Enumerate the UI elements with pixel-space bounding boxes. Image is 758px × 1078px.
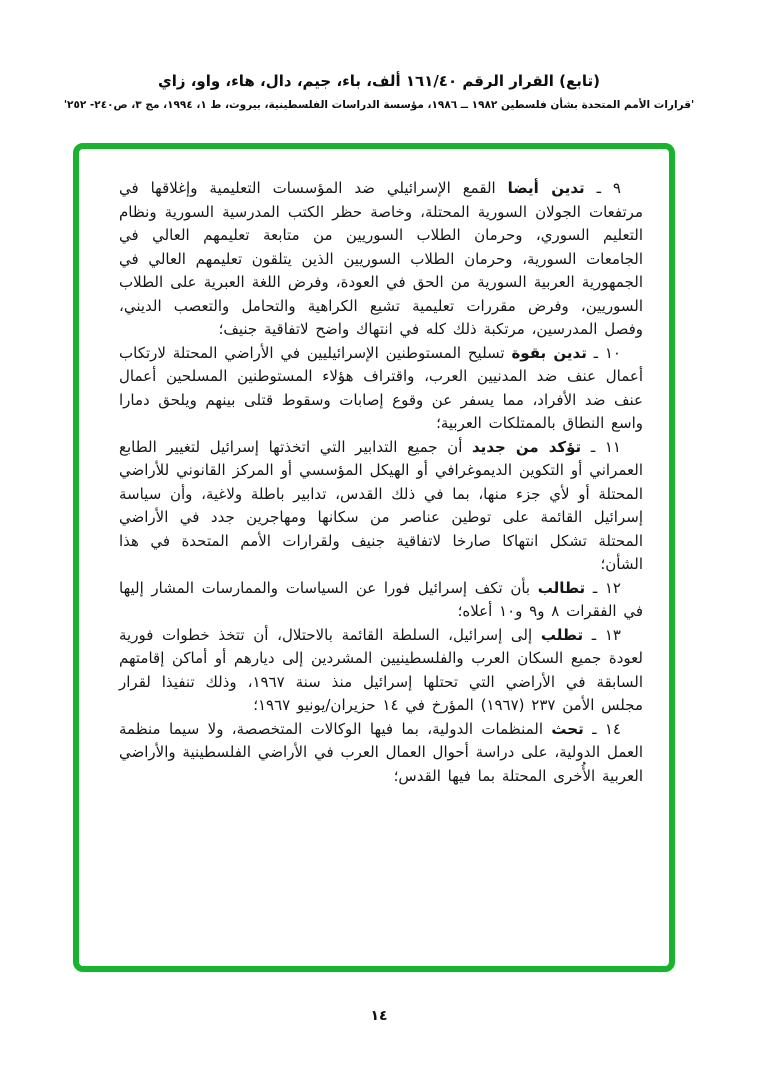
resolution-paragraph-10 [119, 342, 643, 436]
paragraph-number: ١٢ ـ [592, 578, 621, 597]
resolution-paragraph-9 [119, 177, 643, 342]
paragraph-number: ١٤ ـ [592, 719, 621, 738]
paragraph-number: ٩ ـ [596, 179, 621, 197]
paragraph-text: تسليح المستوطنين الإسرائيليين في الأراضي المحتلة لارتكاب أعمال عنف ضد المدنيين العرب، واقتراف هؤلاء المستوطنين المسلحين أعمال عنف ضد الأفراد، مما يسفر عن وقوع إصابات وسقوط قتلى بينهم ويلحق دمارا واسع النطاق بالممتلكات العربية؛ [119, 343, 643, 432]
paragraph-text: القمع الإسرائيلي ضد المؤسسات التعليمية وإغلاقها في مرتفعات الجولان السورية المحتلة، وخاصة حظر الكتب المدرسية السورية ونظام التعليم السوري، وحرمان الطلاب السوريين من متابعة تعليمهم العالي في الجامعات السورية، وحرمان الطلاب السوريين الذين يتلقون تعليمهم العالي في الجمهورية العربية السورية من الحق في العودة، وفرض اللغة العبرية على الطلاب السوريين، وفرض مقررات تعليمية تشيع الكراهية والتحامل والتعصب الديني، وفصل المدرسين، مرتكبة ذلك كله في انتهاك واضح لاتفاقية جنيف؛ [119, 179, 643, 338]
resolution-paragraph-11 [119, 436, 643, 577]
resolution-title: (تابع) القرار الرقم ١٦١/٤٠ ألف، باء، جيم، دال، هاء، واو، زاي [157, 72, 601, 90]
paragraph-text: إلى إسرائيل، السلطة القائمة بالاحتلال، أن تتخذ خطوات فورية لعودة جميع السكان العرب والفلسطينيين المشردين إلى ديارهم أو أماكن إقامتهم السابقة في الأراضي التي تحتلها إسرائيل منذ سنة ١٩٦٧، وذلك تنفيذا لقرار مجلس الأمن ٢٣٧ (١٩٦٧) المؤرخ في ١٤ حزيران/يونيو ١٩٦٧؛ [119, 625, 643, 714]
paragraph-text: بأن تكف إسرائيل فورا عن السياسات والممارسات المشار إليها في الفقرات ٨ و٩ و١٠ أعلاه؛ [119, 578, 643, 620]
paragraph-keyword: تدين بقوة [511, 343, 587, 362]
resolution-paragraph-12 [119, 577, 643, 624]
content-frame [73, 143, 675, 972]
page-header [40, 72, 718, 111]
resolution-paragraph-14 [119, 718, 643, 789]
resolution-body [119, 177, 643, 788]
page-number: ١٤ [370, 1008, 388, 1024]
paragraph-text: أن جميع التدابير التي اتخذتها إسرائيل لتغيير الطابع العمراني أو التكوين الديموغرافي أو الهيكل المؤسسي أو المركز القانوني للأراضي المحتلة أو لأي جزء منها، بما في ذلك القدس، تدابير باطلة ولاغية، وأن سياسة إسرائيل القائمة على توطين عناصر من سكانها ومهاجرين جدد في الأراضي المحتلة تشكل انتهاكا صارخا لاتفاقية جنيف ولقرارات الأمم المتحدة في هذا الشأن؛ [119, 437, 643, 573]
paragraph-text: المنظمات الدولية، بما فيها الوكالات المتخصصة، ولا سيما منظمة العمل الدولية، على دراسة أحوال العمال العرب في الأراضي الفلسطينية والأراضي العربية الأُخرى المحتلة بما فيها القدس؛ [119, 719, 643, 785]
resolution-paragraph-13 [119, 624, 643, 718]
paragraph-keyword: تدين أيضا [507, 179, 585, 197]
paragraph-keyword: تؤكد من جديد [472, 437, 582, 456]
paragraph-number: ١١ ـ [590, 437, 621, 456]
paragraph-keyword: تحث [551, 719, 584, 738]
paragraph-number: ١٣ ـ [591, 625, 621, 644]
paragraph-keyword: تطالب [537, 578, 586, 597]
source-citation: 'قرارات الأمم المتحدة بشأن فلسطين ١٩٨٢ ــ ١٩٨٦، مؤسسة الدراسات الفلسطينية، بيروت، ط ١، ١٩٩٤، مج ٣، ص٢٤٠- ٢٥٢' [63, 99, 695, 111]
paragraph-number: ١٠ ـ [593, 343, 621, 362]
paragraph-keyword: تطلب [540, 625, 584, 644]
